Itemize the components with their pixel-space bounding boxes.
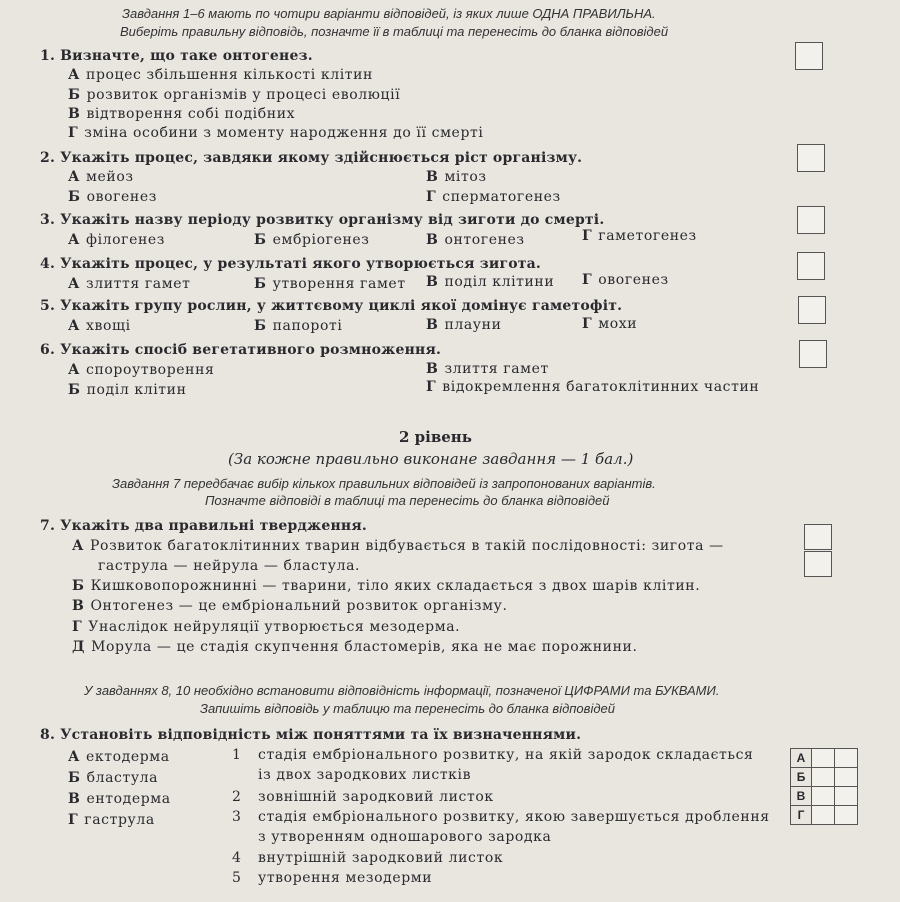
q8-answer-a[interactable] [812,749,835,768]
question-6: 6. Укажіть спосіб вегетативного розмноження. [40,342,442,358]
instructions2-line-1: Завдання 7 передбачає вибір кількох правильних відповідей із запропонованих варіантів. [112,476,656,491]
q2-option-b: Б овогенез [68,189,157,205]
q1-option-c: В відтворення собі подібних [68,106,296,122]
q3-option-b: Б ембріогенез [254,232,370,248]
q2-option-c: В мітоз [426,169,487,185]
answer-box-2[interactable] [797,144,825,172]
q7-option-e: Д Морула — це стадія скупчення бластомерів, яка не має порожнини. [72,639,638,655]
q8-table-label-b: Б [791,768,812,787]
q4-option-a: А злиття гамет [68,276,191,292]
q8-table-label-c: В [791,787,812,806]
q8-left-c: В ентодерма [68,791,171,807]
answer-box-1[interactable] [795,42,823,70]
q7-option-c: В Онтогенез — це ембріональний розвиток організму. [72,598,508,614]
answer-box-7b[interactable] [804,551,832,577]
answer-box-3[interactable] [797,206,825,234]
q8-table-label-a: А [791,749,812,768]
q8-answer-a-extra[interactable] [835,749,858,768]
q5-option-b: Б папороті [254,318,343,334]
q8-right-1-cont: із двох зародкових листків [258,767,472,783]
q8-answer-b-extra[interactable] [835,768,858,787]
q3-option-d: Г гаметогенез [582,228,697,244]
q8-table-label-d: Г [791,806,812,825]
q2-option-d: Г сперматогенез [426,189,561,205]
q8-answer-d-extra[interactable] [835,806,858,825]
q8-right-3: стадія ембріонального розвитку, якою завершується дроблення [258,809,770,825]
q8-right-1: стадія ембріонального розвитку, на якій зародок складається [258,747,754,763]
instructions3-line-2: Запишіть відповідь у таблицю та перенесіть до бланка відповідей [200,701,615,716]
question-8: 8. Установіть відповідність між поняттями та їх визначеннями. [40,727,582,743]
q8-right-3-cont: з утворенням одношарового зародка [258,829,552,845]
q8-right-1-num: 1 [232,747,242,763]
instructions3-line-1: У завданнях 8, 10 необхідно встановити відповідність інформації, позначеної ЦИФРАМИ та БУКВАМИ. [84,683,720,698]
q6-option-d: Г відокремлення багатоклітинних частин [426,379,760,395]
level-title: 2 рівень [399,428,472,446]
instructions-line-2: Виберіть правильну відповідь, позначте її в таблиці та перенесіть до бланка відповідей [120,24,669,39]
q1-option-b: Б розвиток організмів у процесі еволюції [68,87,401,103]
level-subtitle: (За кожне правильно виконане завдання — 1 бал.) [228,450,634,468]
answer-box-7a[interactable] [804,524,832,550]
q7-option-a: А Розвиток багатоклітинних тварин відбувається в такій послідовності: зигота — [72,538,724,554]
q8-right-3-num: 3 [232,809,242,825]
q7-option-a-cont: гаструла — нейрула — бластула. [98,558,361,574]
question-3: 3. Укажіть назву періоду розвитку організму від зиготи до смерті. [40,212,605,228]
instructions-line-1: Завдання 1–6 мають по чотири варіанти відповідей, із яких лише ОДНА ПРАВИЛЬНА. [122,6,656,21]
q8-left-b: Б бластула [68,770,159,786]
question-5: 5. Укажіть групу рослин, у життєвому циклі якої домінує гаметофіт. [40,298,623,314]
q3-option-a: А філогенез [68,232,166,248]
q1-option-d: Г зміна особини з моменту народження до її смерті [68,125,484,141]
q8-right-2-num: 2 [232,789,242,805]
question-7: 7. Укажіть два правильні твердження. [40,518,367,534]
q4-option-b: Б утворення гамет [254,276,406,292]
answer-box-4[interactable] [797,252,825,280]
q1-option-a: А процес збільшення кількості клітин [68,67,373,83]
q6-option-a: А спороутворення [68,362,215,378]
q8-answer-b[interactable] [812,768,835,787]
q8-right-4: внутрішній зародковий листок [258,850,504,866]
q6-option-c: В злиття гамет [426,361,549,377]
q4-option-c: В поділ клітини [426,274,555,290]
q5-option-c: В плауни [426,317,502,333]
q8-answer-d[interactable] [812,806,835,825]
q8-answer-table [790,748,858,825]
q7-option-d: Г Унаслідок нейруляції утворюється мезодерма. [72,619,461,635]
q8-right-4-num: 4 [232,850,242,866]
answer-box-6[interactable] [799,340,827,368]
q8-right-2: зовнішній зародковий листок [258,789,494,805]
q8-right-5-num: 5 [232,870,242,886]
q6-option-b: Б поділ клітин [68,382,187,398]
instructions2-line-2: Позначте відповіді в таблиці та перенесіть до бланка відповідей [205,493,610,508]
q4-option-d: Г овогенез [582,272,669,288]
q8-left-a: А ектодерма [68,749,170,765]
q3-option-c: В онтогенез [426,232,525,248]
q5-option-a: А хвощі [68,318,131,334]
question-2: 2. Укажіть процес, завдяки якому здійснюється ріст організму. [40,150,583,166]
q8-right-5: утворення мезодерми [258,870,433,886]
question-4: 4. Укажіть процес, у результаті якого утворюється зигота. [40,256,541,272]
q8-left-d: Г гаструла [68,812,155,828]
answer-box-5[interactable] [798,296,826,324]
q5-option-d: Г мохи [582,316,638,332]
q8-answer-c[interactable] [812,787,835,806]
q8-answer-c-extra[interactable] [835,787,858,806]
question-1: 1. Визначте, що таке онтогенез. [40,48,313,64]
q2-option-a: А мейоз [68,169,134,185]
q7-option-b: Б Кишковопорожнинні — тварини, тіло яких складається з двох шарів клітин. [72,578,701,594]
